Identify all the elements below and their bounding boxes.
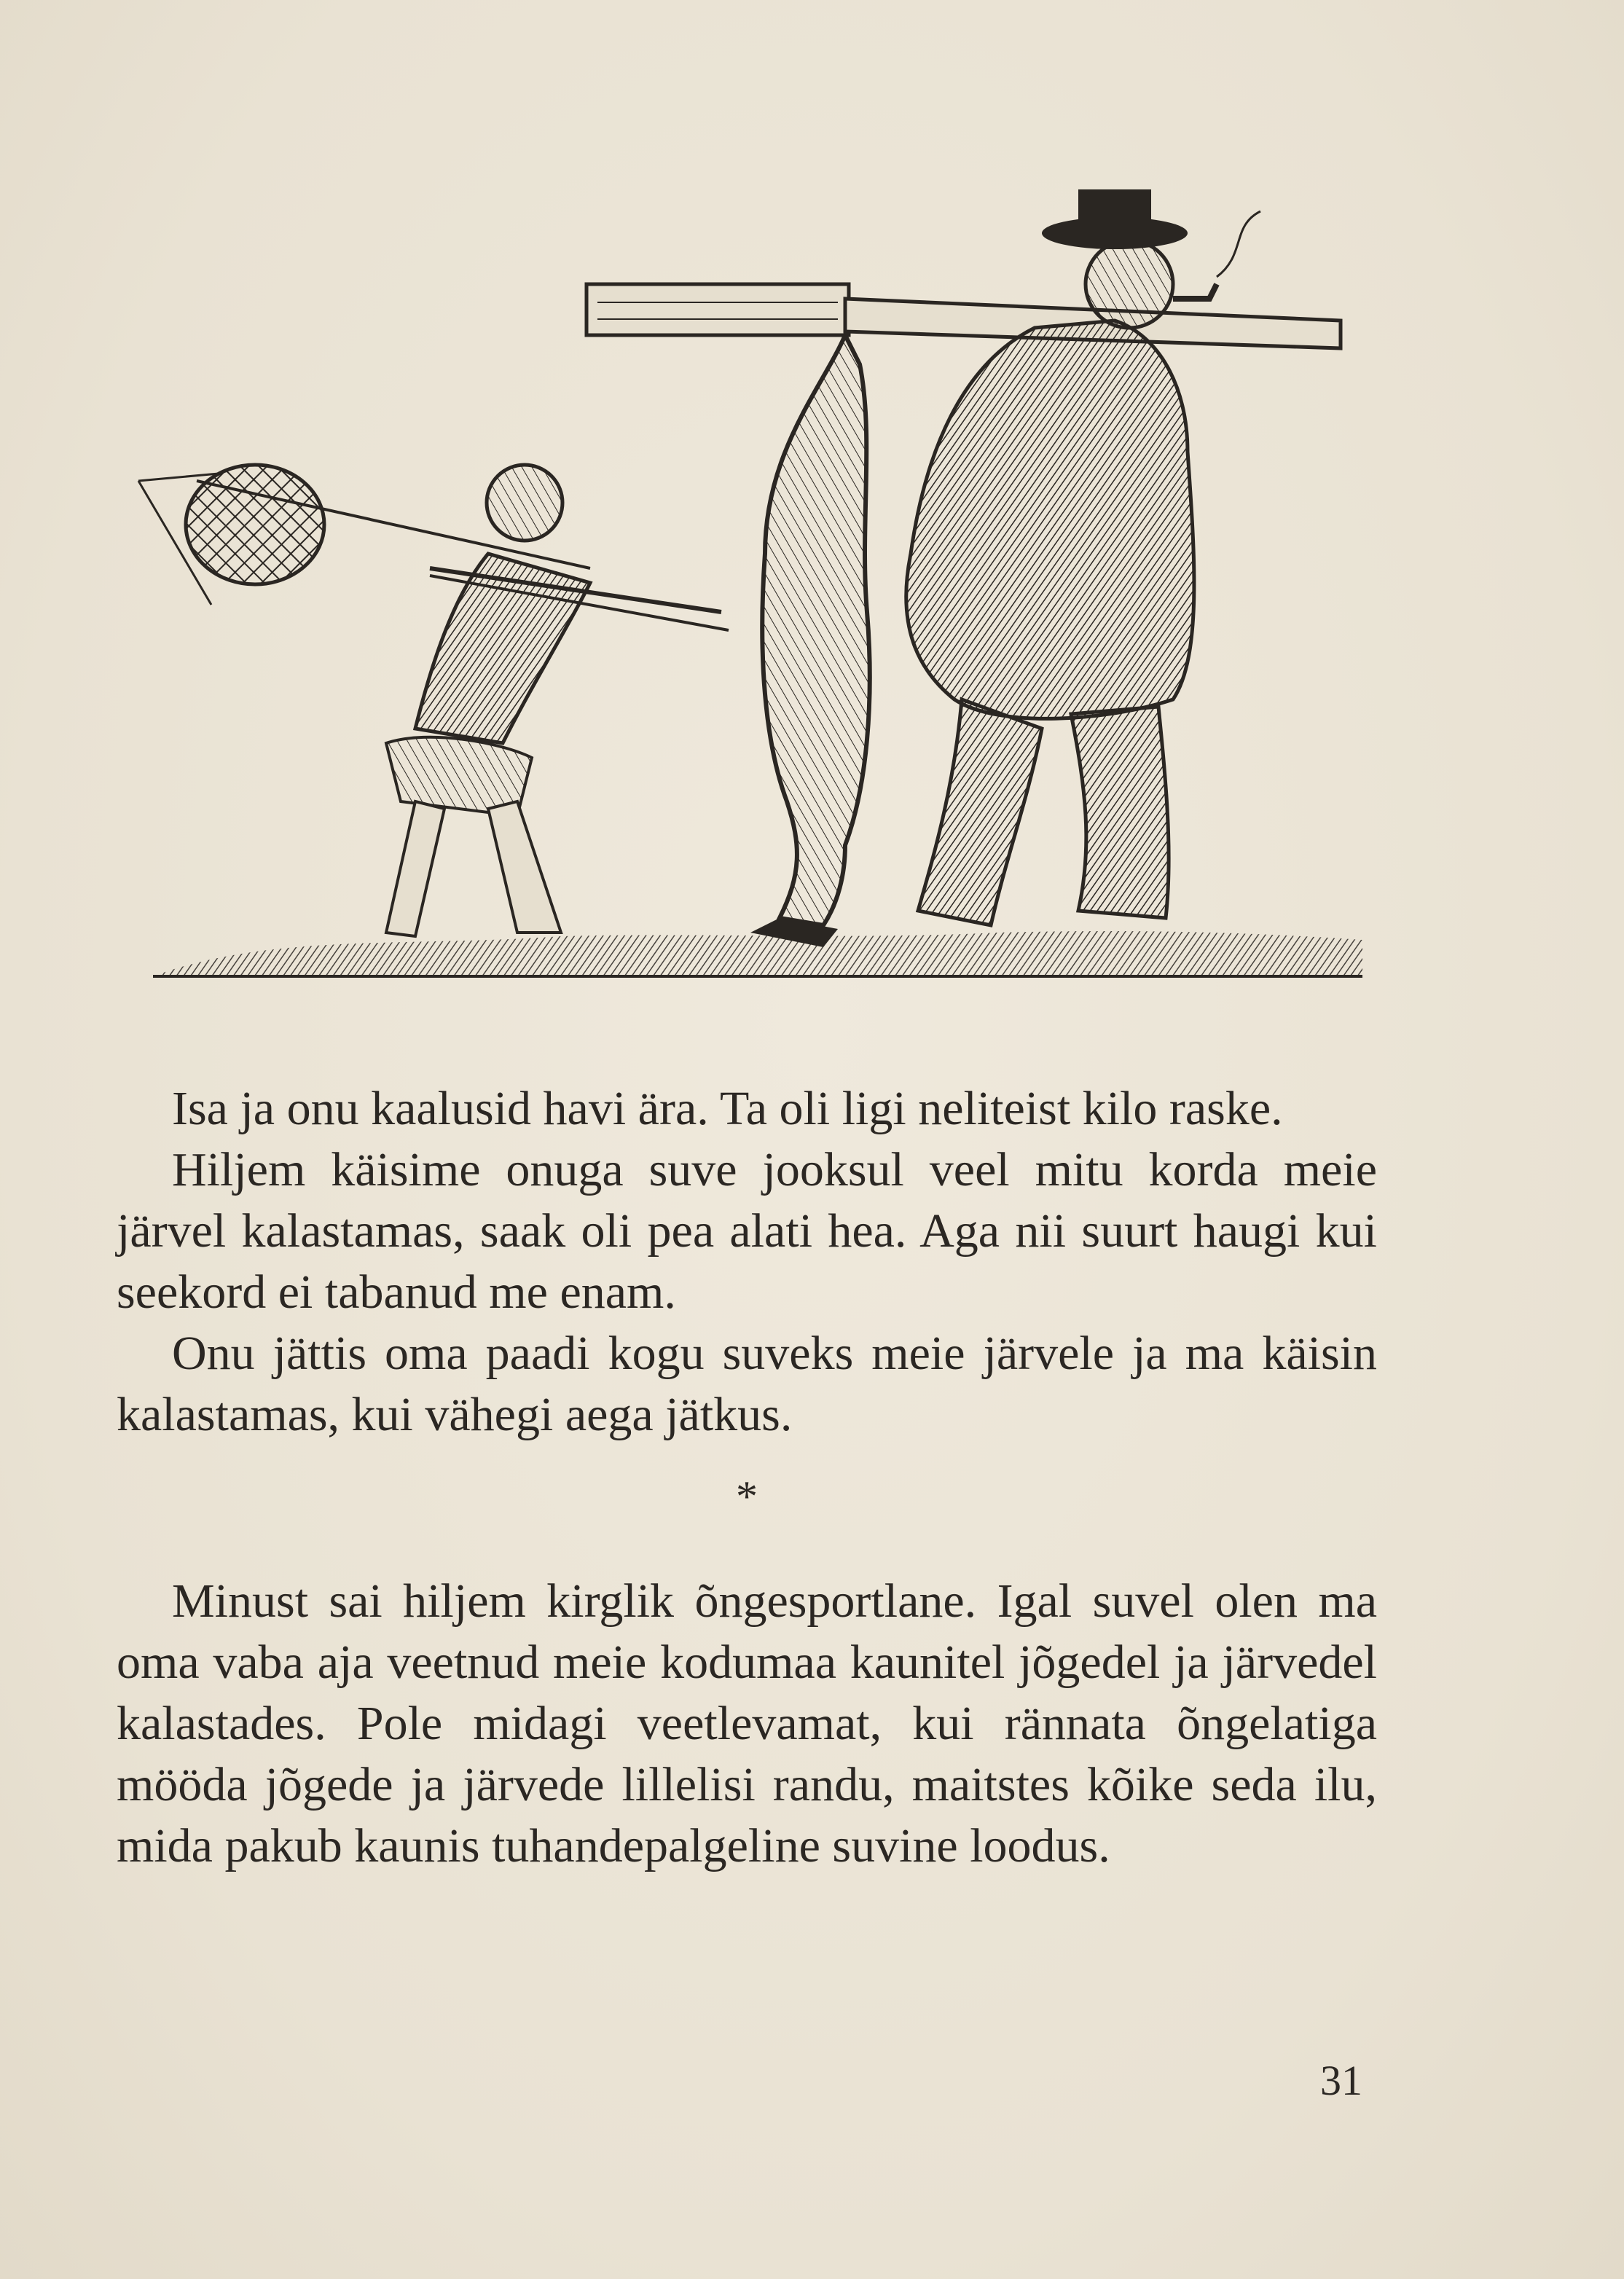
ground [153,931,1362,976]
man-with-pipe [906,189,1260,925]
fishing-illustration-icon [124,146,1370,991]
paragraph-2: Hiljem käisime onuga suve jooksul veel mitu korda meie järvel kalastamas, saak oli pea alati hea. Aga nii suurt haugi kui seekord ei tabanud me enam. [117,1143,1377,1319]
paragraph-3: Onu jättis oma paadi kogu suveks meie järvele ja ma käisin kalastamas, kui vähegi aega jätkus. [117,1327,1377,1441]
pike-fish [750,335,870,947]
oar [587,284,1341,348]
body-text [117,1078,1377,1877]
paragraph-1: Isa ja onu kaalusid havi ära. Ta oli ligi neliteist kilo raske. [172,1082,1283,1135]
boy-with-net [138,465,729,936]
section-divider: * [736,1472,758,1521]
page-number: 31 [1320,2057,1362,2104]
paragraph-4: Minust sai hiljem kirglik õngesportlane. Igal suvel olen ma oma vaba aja veetnud meie kodumaa kaunitel jõgedel ja järvedel kalastades. Pole midagi veetlevamat, kui rännata õngelatiga mööda jõgede ja järvede lillelisi randu, maitstes kõike seda ilu, mida pakub kaunis tuhandepalgeline suvine loodus. [117,1574,1377,1872]
